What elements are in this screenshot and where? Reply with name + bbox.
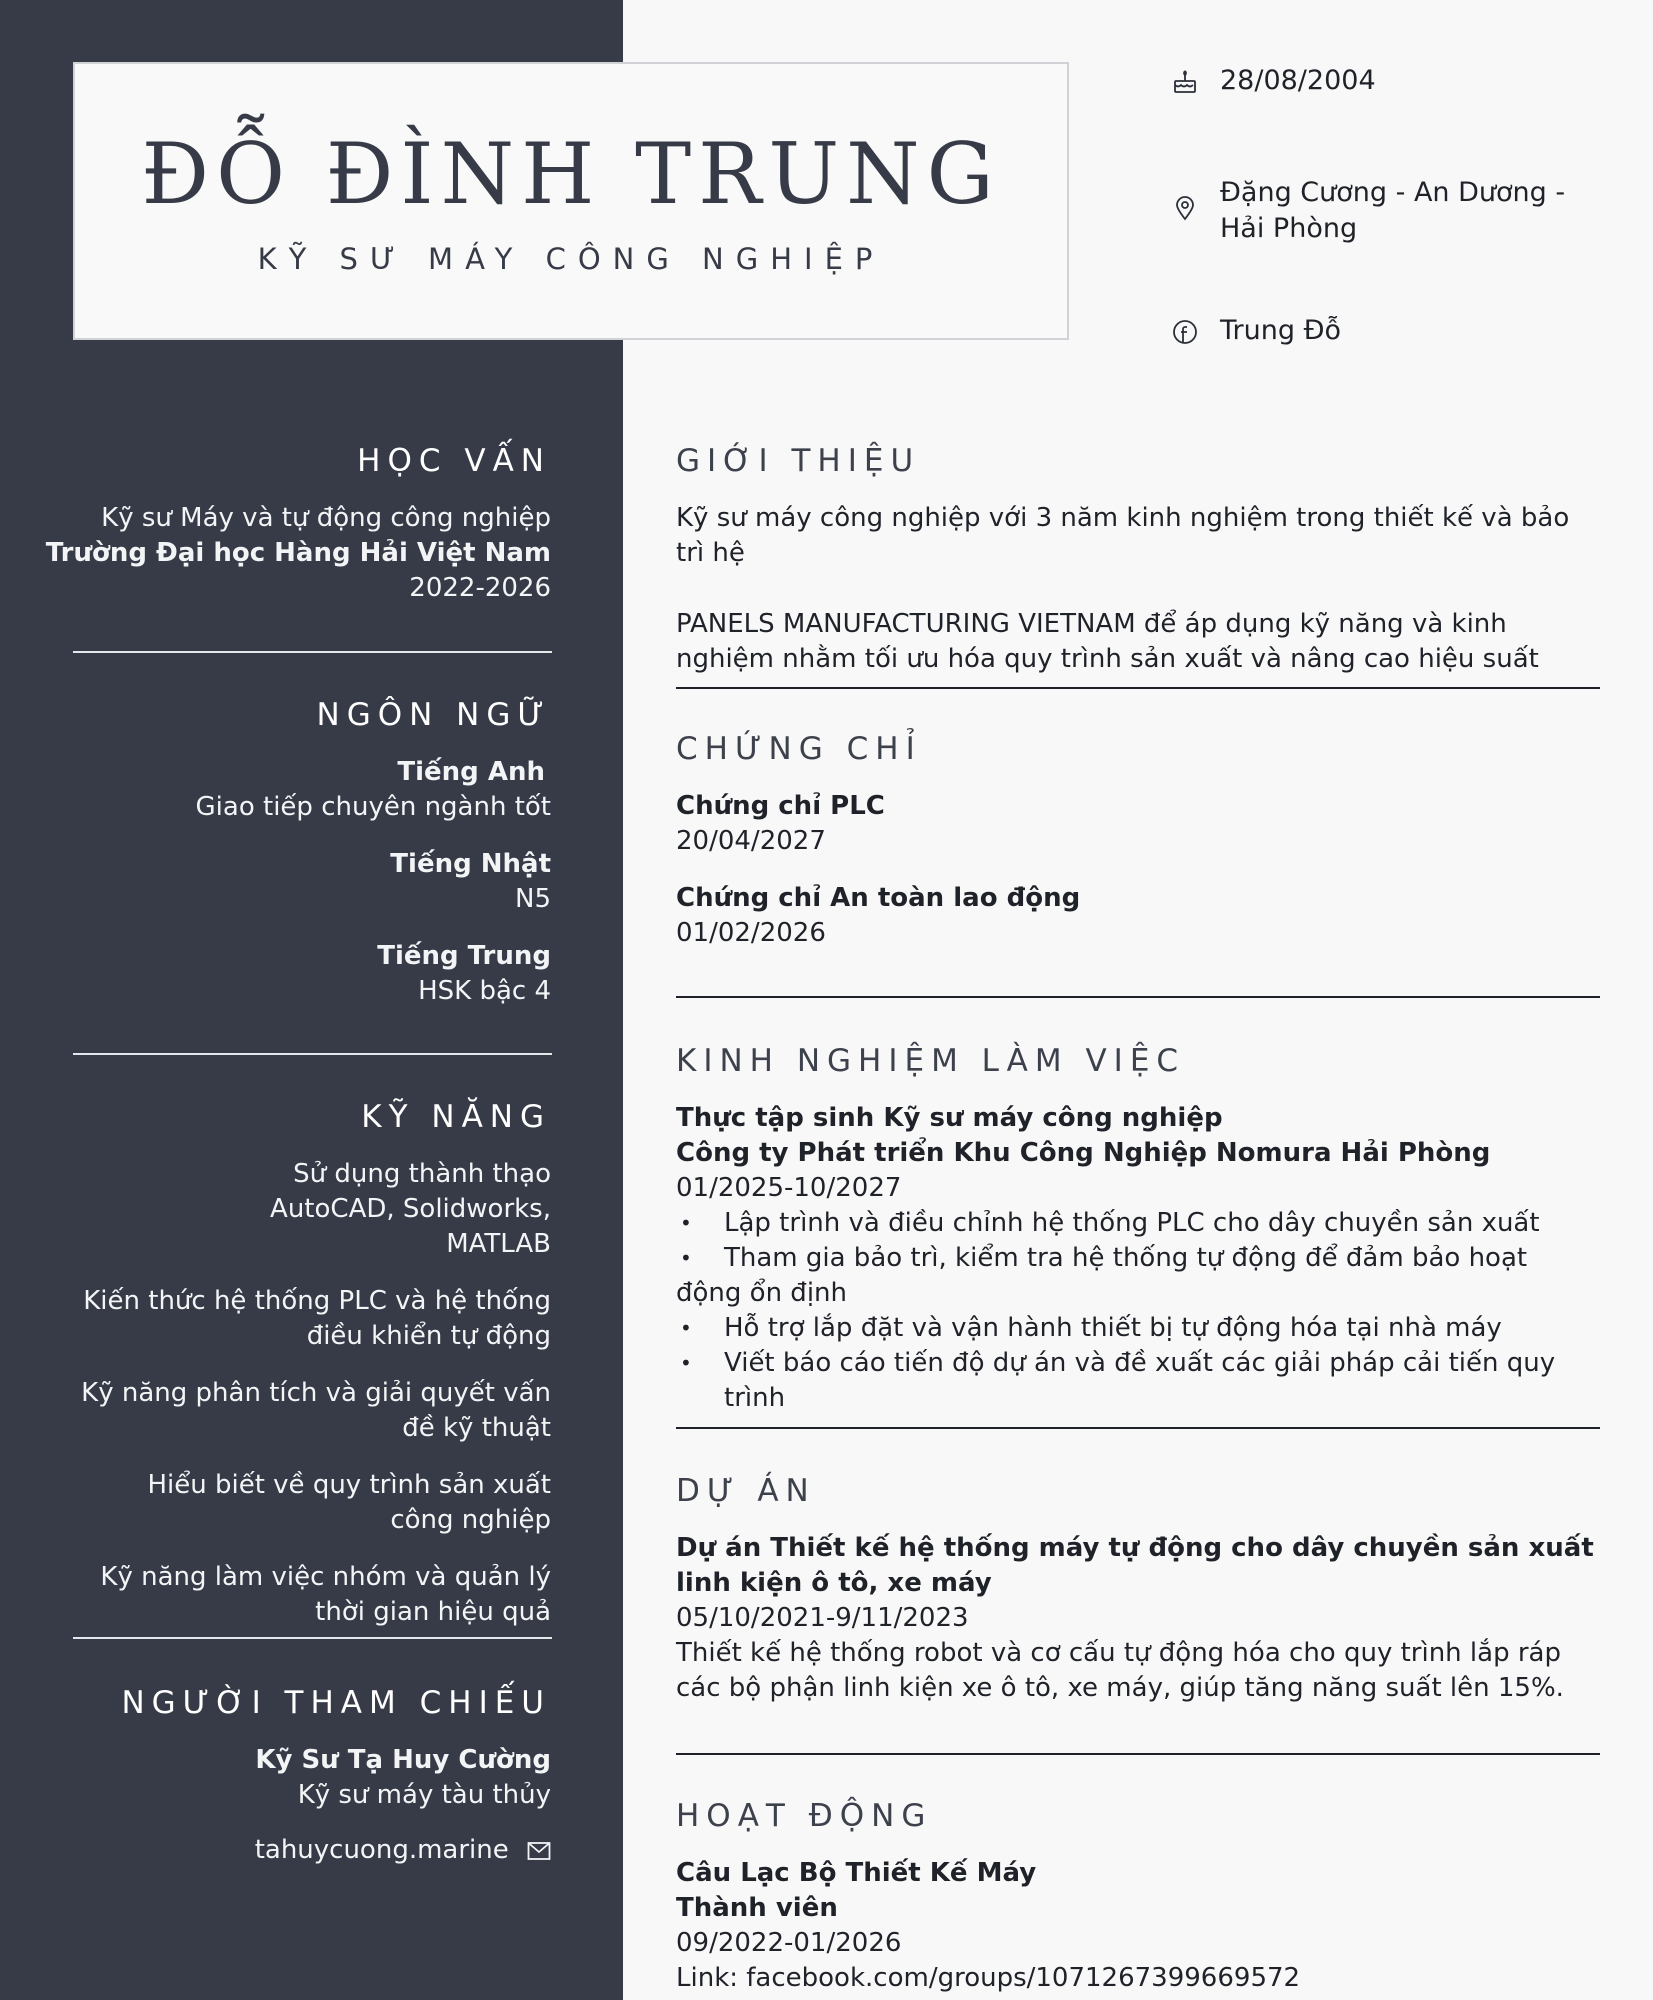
- activity-period: 09/2022-01/2026: [676, 1928, 902, 1958]
- references-heading: NGƯỜI THAM CHIẾU: [121, 1685, 551, 1721]
- divider: [676, 996, 1600, 998]
- certificates-section: [676, 729, 1600, 951]
- intro-section: [676, 441, 1600, 677]
- certificate-date: 20/04/2027: [676, 826, 826, 856]
- activity-link[interactable]: Link: facebook.com/groups/1071267399669572: [676, 1963, 1301, 1993]
- certificates-heading: CHỨNG CHỈ: [676, 731, 922, 767]
- reference-email-text[interactable]: tahuycuong.marine: [254, 1835, 509, 1865]
- divider: [73, 651, 552, 653]
- divider: [73, 1053, 552, 1055]
- reference-name: Kỹ Sư Tạ Huy Cường: [255, 1745, 551, 1775]
- name-card: [73, 62, 1069, 340]
- address-text: Đặng Cương - An Dương - Hải Phòng: [1220, 177, 1566, 244]
- cake-icon: [1172, 69, 1198, 95]
- languages-heading: NGÔN NGỮ: [316, 697, 551, 733]
- language-level: N5: [515, 884, 551, 914]
- certificate-name: Chứng chỉ PLC: [676, 791, 885, 821]
- job-title: KỸ SƯ MÁY CÔNG NGHIỆP: [257, 242, 885, 276]
- project-period: 05/10/2021-9/11/2023: [676, 1603, 969, 1633]
- project-title: Dự án Thiết kế hệ thống máy tự động cho dây chuyền sản xuất linh kiện ô tô, xe máy: [676, 1533, 1594, 1598]
- skills-section: [81, 1097, 551, 1630]
- experience-heading: KINH NGHIỆM LÀM VIỆC: [676, 1043, 1186, 1079]
- experience-bullet: • Tham gia bảo trì, kiểm tra hệ thống tự động để đảm bảo hoạt động ổn định: [676, 1241, 1600, 1311]
- skill-item: Sử dụng thành thạo AutoCAD, Solidworks, MATLAB: [270, 1159, 551, 1259]
- certificate-date: 01/02/2026: [676, 918, 826, 948]
- languages-section: [31, 695, 551, 1009]
- skill-item: Kỹ năng làm việc nhóm và quản lý thời gian hiệu quả: [100, 1562, 551, 1627]
- education-years: 2022-2026: [409, 573, 551, 603]
- language-name: Tiếng Anh: [397, 757, 545, 787]
- birthday-text: 28/08/2004: [1220, 65, 1376, 96]
- projects-section: [676, 1471, 1600, 1706]
- intro-line-2: PANELS MANUFACTURING VIETNAM để áp dụng kỹ năng và kinh nghiệm nhằm tối ưu hóa quy trình sản xuất và nâng cao hiệu suất: [676, 609, 1539, 674]
- education-heading: HỌC VẤN: [357, 443, 551, 479]
- projects-heading: DỰ ÁN: [676, 1473, 816, 1509]
- activities-section: [676, 1796, 1600, 1996]
- full-name: ĐỖ ĐÌNH TRUNG: [141, 125, 1001, 223]
- education-section: [31, 441, 551, 606]
- activities-heading: HOẠT ĐỘNG: [676, 1798, 933, 1834]
- intro-heading: GIỚI THIỆU: [676, 443, 921, 479]
- references-section: [31, 1683, 551, 1868]
- experience-period: 01/2025-10/2027: [676, 1173, 902, 1203]
- reference-role: Kỹ sư máy tàu thủy: [297, 1780, 551, 1810]
- location-pin-icon: [1172, 195, 1198, 221]
- activity-role: Thành viên: [676, 1893, 838, 1923]
- education-school: Trường Đại học Hàng Hải Việt Nam: [45, 538, 551, 568]
- experience-section: [676, 1041, 1600, 1416]
- intro-line-1: Kỹ sư máy công nghiệp với 3 năm kinh nghiệm trong thiết kế và bảo trì hệ: [676, 503, 1570, 568]
- experience-bullet: • Viết báo cáo tiến độ dự án và đề xuất các giải pháp cải tiến quy trình: [676, 1346, 1600, 1416]
- facebook-icon: [1172, 319, 1198, 345]
- mail-icon: [527, 1841, 551, 1861]
- language-level: Giao tiếp chuyên ngành tốt: [195, 792, 551, 822]
- experience-bullet: • Lập trình và điều chỉnh hệ thống PLC cho dây chuyền sản xuất: [676, 1206, 1600, 1241]
- divider: [676, 1753, 1600, 1755]
- education-major: Kỹ sư Máy và tự động công nghiệp: [101, 503, 551, 533]
- skills-heading: KỸ NĂNG: [361, 1099, 551, 1135]
- divider: [73, 1637, 552, 1639]
- divider: [676, 687, 1600, 689]
- language-level: HSK bậc 4: [418, 976, 551, 1006]
- skill-item: Hiểu biết về quy trình sản xuất công nghiệp: [147, 1470, 551, 1535]
- language-name: Tiếng Nhật: [390, 849, 551, 879]
- project-description: Thiết kế hệ thống robot và cơ cấu tự động hóa cho quy trình lắp ráp các bộ phận linh kiện xe ô tô, xe máy, giúp tăng năng suất lên 15%.: [676, 1638, 1564, 1703]
- activity-org: Câu Lạc Bộ Thiết Kế Máy: [676, 1858, 1037, 1888]
- experience-company: Công ty Phát triển Khu Công Nghiệp Nomura Hải Phòng: [676, 1138, 1491, 1168]
- skill-item: Kỹ năng phân tích và giải quyết vấn đề kỹ thuật: [81, 1378, 551, 1443]
- certificate-name: Chứng chỉ An toàn lao động: [676, 883, 1081, 913]
- reference-email[interactable]: [31, 1833, 551, 1868]
- experience-bullet: • Hỗ trợ lắp đặt và vận hành thiết bị tự động hóa tại nhà máy: [676, 1311, 1600, 1346]
- divider: [676, 1427, 1600, 1429]
- facebook-text[interactable]: Trung Đỗ: [1220, 315, 1342, 346]
- experience-position: Thực tập sinh Kỹ sư máy công nghiệp: [676, 1103, 1223, 1133]
- language-name: Tiếng Trung: [377, 941, 551, 971]
- skill-item: Kiến thức hệ thống PLC và hệ thống điều khiển tự động: [83, 1286, 551, 1351]
